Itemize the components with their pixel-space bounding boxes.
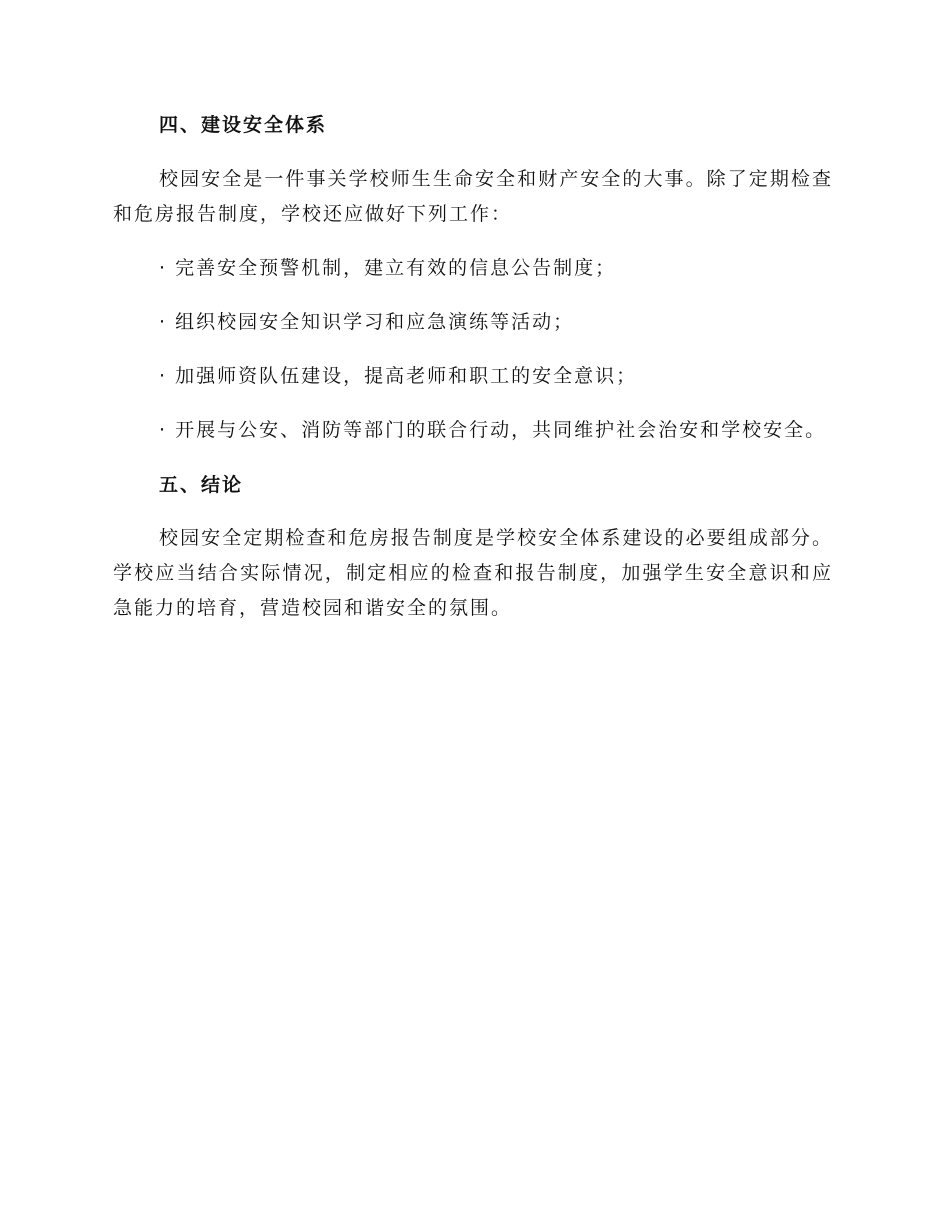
- document-body: [113, 108, 833, 626]
- section-four-heading: 四、建设安全体系: [159, 114, 328, 136]
- list-item: · 加强师资队伍建设，提高老师和职工的安全意识；: [159, 365, 638, 387]
- section-four-intro: 校园安全是一件事关学校师生生命安全和财产安全的大事。除了定期检查和危房报告制度，学校还应做好下列工作：: [113, 168, 833, 225]
- list-item: · 开展与公安、消防等部门的联合行动，共同维护社会治安和学校安全。: [159, 419, 827, 441]
- list-item: · 组织校园安全知识学习和应急演练等活动；: [159, 311, 575, 333]
- section-five-body: 校园安全定期检查和危房报告制度是学校安全体系建设的必要组成部分。学校应当结合实际情况，制定相应的检查和报告制度，加强学生安全意识和应急能力的培育，营造校园和谐安全的氛围。: [113, 527, 833, 619]
- list-item: · 完善安全预警机制，建立有效的信息公告制度；: [159, 257, 617, 279]
- section-five-heading: 五、结论: [159, 474, 244, 496]
